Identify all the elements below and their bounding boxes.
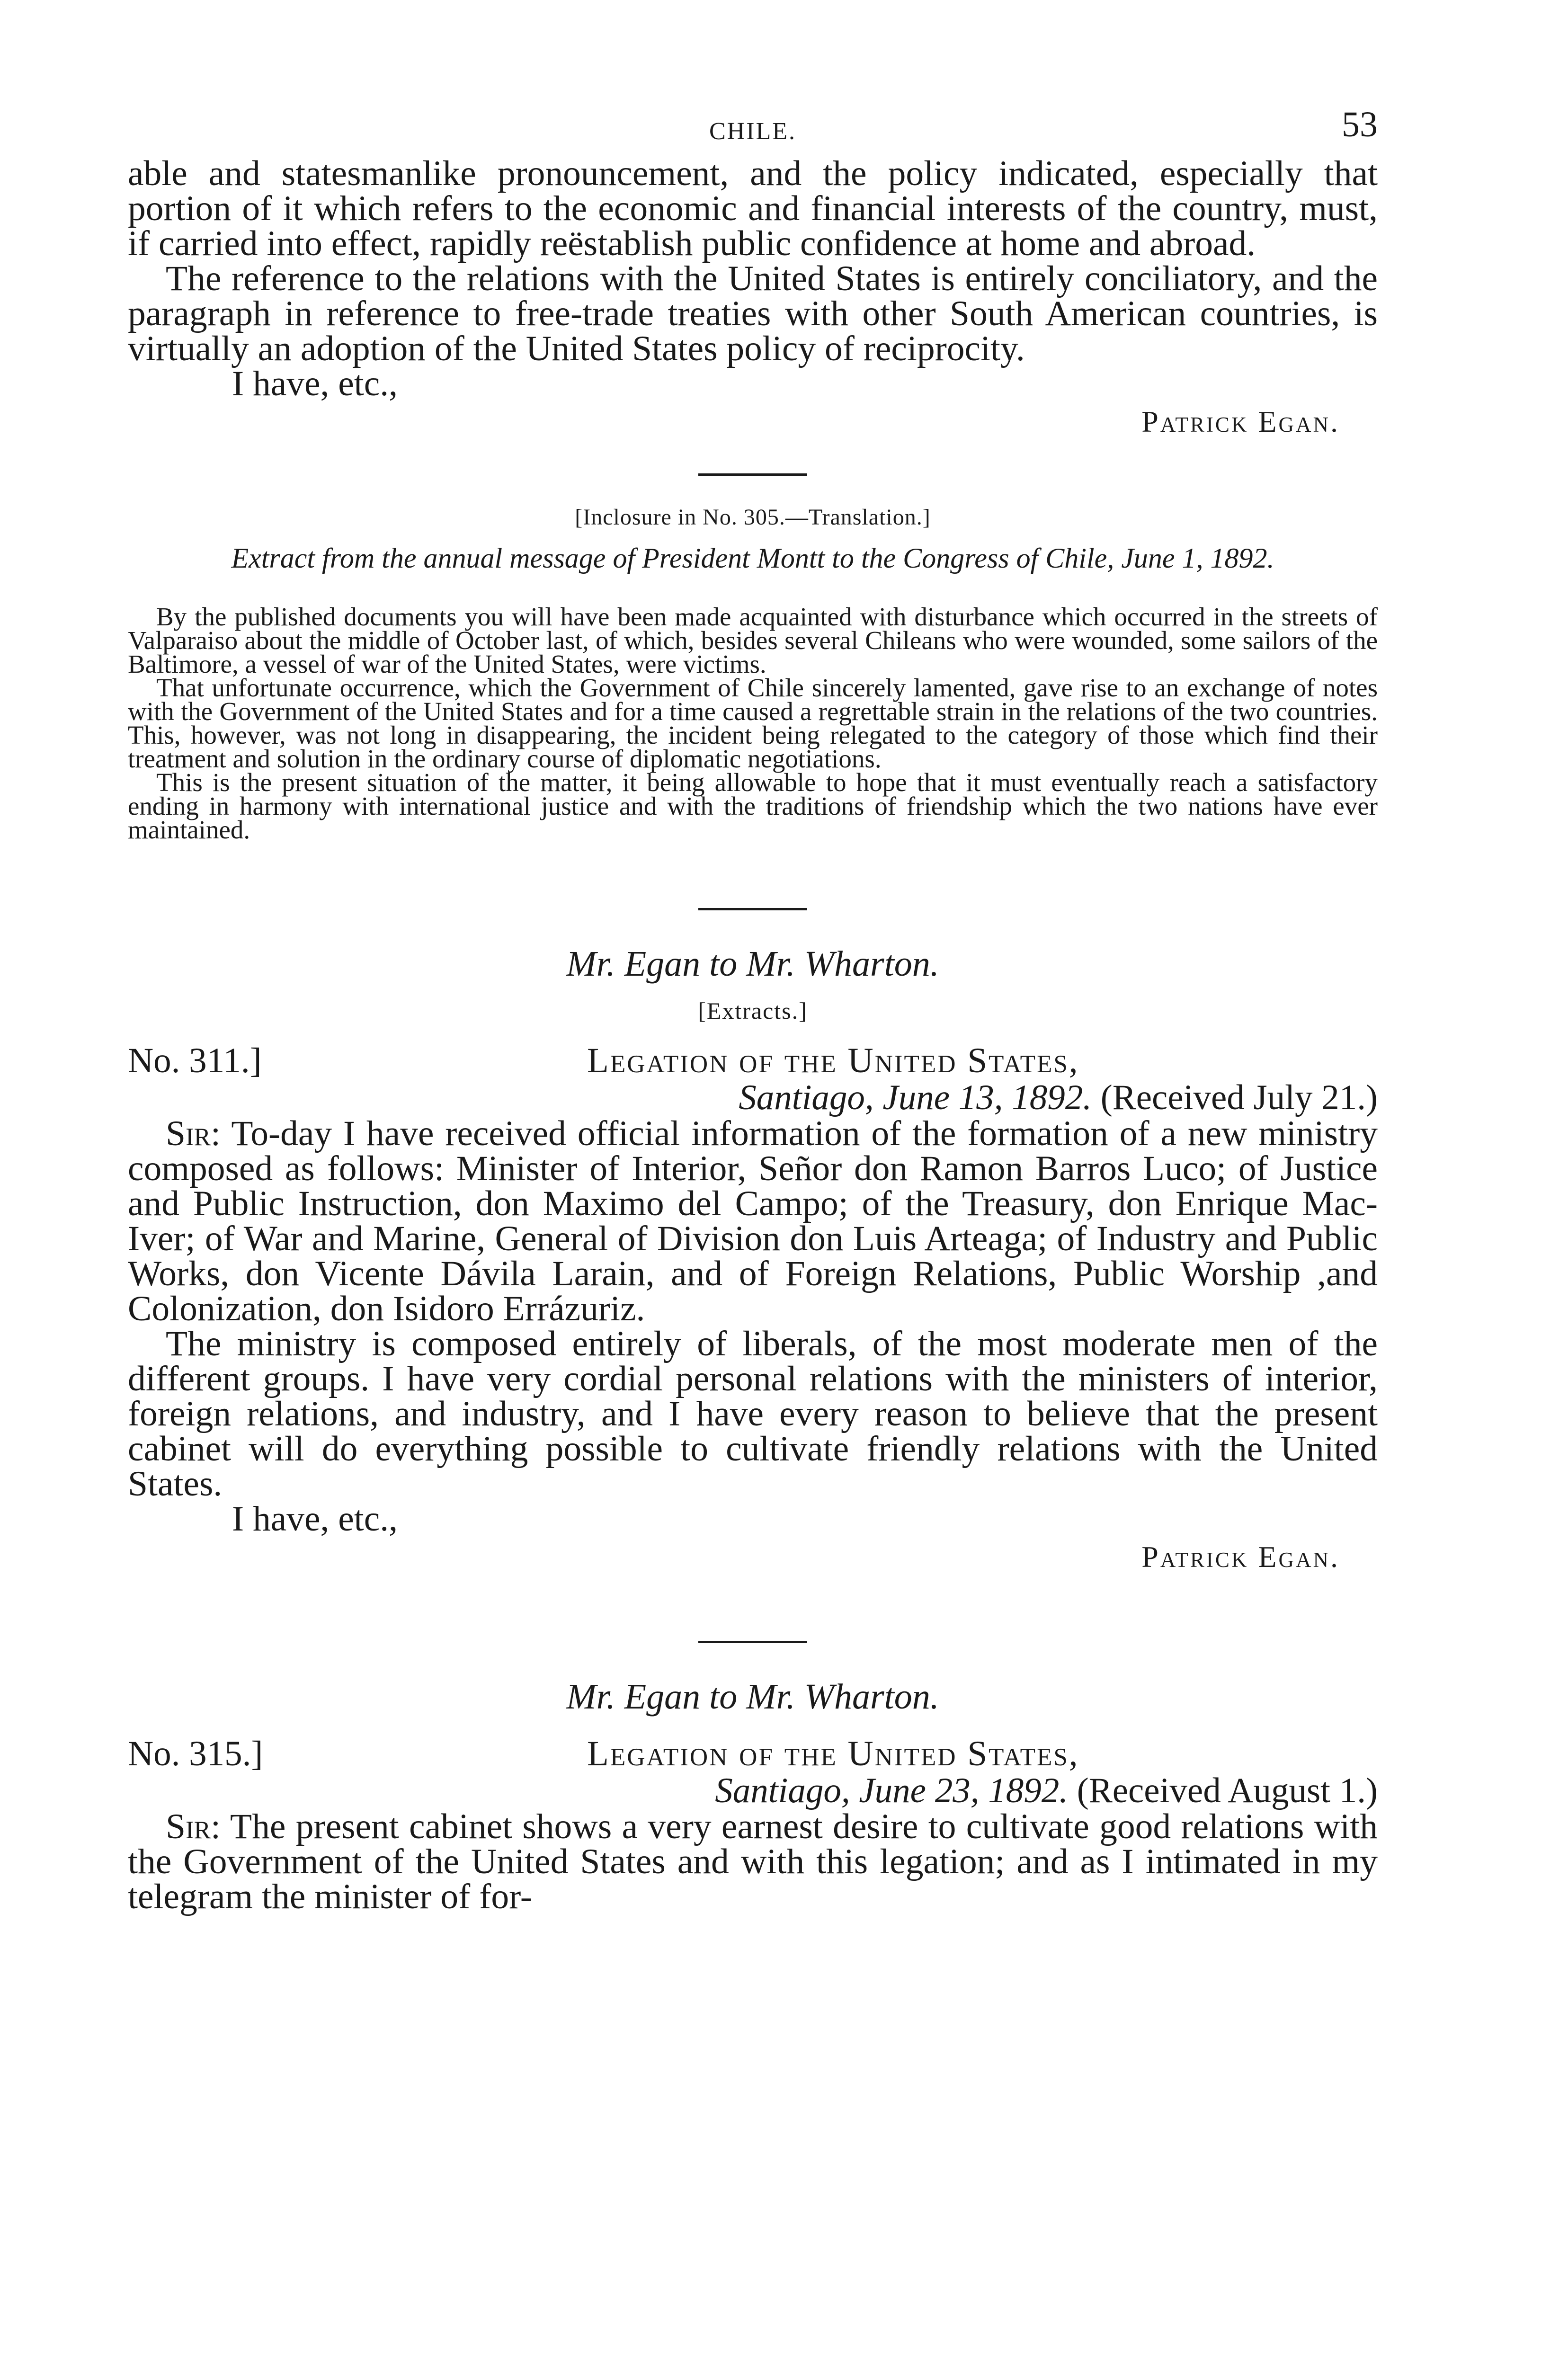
paragraph bbox=[128, 1116, 1378, 1326]
salutation: Sir bbox=[166, 1114, 211, 1153]
place-date bbox=[739, 1077, 1378, 1118]
divider bbox=[698, 908, 807, 910]
paragraph: The reference to the relations with the United States is entirely conciliatory, and the paragraph in reference to free-trade treaties with other South American countries, is virtually an adoption of the United States policy of reciprocity. bbox=[128, 259, 1378, 368]
paragraph-text: : To-day I have received official information of the formation of a new ministry composed as follows: Minister of Interior, Señor don Ramon Barros Luco; of Justice and Public Instruction, don Maximo del Campo; of the Treasury, don Enrique Mac-Iver; of War and Marine, General of Division don Luis Arteaga; of Industry and Public Works, don Vicente Dávila Larain, and of Foreign Relations, Public Worship ,and Colonization, don Isidoro Errázuriz. bbox=[128, 1114, 1378, 1328]
place-date bbox=[715, 1771, 1378, 1811]
page-number: 53 bbox=[1342, 105, 1378, 144]
letter-title: Mr. Egan to Mr. Wharton. bbox=[566, 944, 939, 984]
extracts-note: [Extracts.] bbox=[698, 997, 808, 1024]
paragraph: The ministry is composed entirely of liberals, of the most moderate men of the different groups. I have very cordial personal relations with the ministers of interior, foreign relations, and industry, and I have every reason to believe that the present cabinet will do everything possible to cultivate friendly relations with the United States. bbox=[128, 1324, 1378, 1504]
letter-title: Mr. Egan to Mr. Wharton. bbox=[566, 1677, 939, 1717]
extract-title: Extract from the annual message of President Montt to the Congress of Chile, June 1, 1892. bbox=[231, 543, 1274, 574]
extract-paragraph: This is the present situation of the matter, it being allowable to hope that it must eventually reach a satisfactory ending in harmony with international justice and with the traditions of friendship which the two nations have ever maintained. bbox=[128, 768, 1378, 844]
dispatch-number: No. 311.] bbox=[128, 1041, 262, 1080]
place-date-text: Santiago, June 13, 1892. bbox=[739, 1078, 1092, 1117]
extract-paragraph: By the published documents you will have been made acquainted with disturbance which occurred in the streets of Valparaiso about the middle of October last, of which, besides several Chileans who were wounded, some sailors of the Baltimore, a vessel of war of the United States, were victims. bbox=[128, 602, 1378, 678]
received-date: (Received July 21.) bbox=[1100, 1078, 1378, 1117]
closing: I have, etc., bbox=[232, 364, 398, 403]
page-header bbox=[128, 104, 1378, 156]
signature: Patrick Egan. bbox=[1141, 405, 1340, 438]
document-page bbox=[128, 104, 1378, 1914]
paragraph bbox=[128, 1809, 1378, 1914]
paragraph-text: : The present cabinet shows a very earnest desire to cultivate good relations with the Government of the United States and with this legation; and as I intimated in my telegram the minister of for- bbox=[128, 1807, 1378, 1916]
extract-body bbox=[128, 602, 1378, 844]
salutation: Sir bbox=[166, 1807, 211, 1846]
received-date: (Received August 1.) bbox=[1077, 1771, 1378, 1810]
letter-dateline bbox=[128, 1734, 1378, 1809]
dispatch-number: No. 315.] bbox=[128, 1734, 263, 1773]
place-date-text: Santiago, June 23, 1892. bbox=[715, 1771, 1068, 1810]
closing: I have, etc., bbox=[232, 1499, 398, 1539]
letter-dateline bbox=[128, 1041, 1378, 1116]
paragraph: able and statesmanlike pronouncement, and the policy indicated, especially that portion of it which refers to the economic and financial interests of the country, must, if carried into effect, rapidly reëstablish public confidence at home and abroad. bbox=[128, 154, 1378, 263]
divider bbox=[698, 473, 807, 476]
legation-heading: Legation of the United States, bbox=[587, 1041, 1079, 1080]
divider bbox=[698, 1641, 807, 1643]
inclosure-note: [Inclosure in No. 305.—Translation.] bbox=[575, 505, 931, 530]
legation-heading: Legation of the United States, bbox=[587, 1734, 1079, 1773]
signature: Patrick Egan. bbox=[1141, 1540, 1340, 1574]
running-head: CHILE. bbox=[709, 118, 797, 145]
extract-paragraph: That unfortunate occurrence, which the Government of Chile sincerely lamented, gave rise to an exchange of notes with the Government of the United States and for a time caused a regrettable strain in the relations of the two countries. This, however, was not long in disappearing, the incident being relegated to the category of those which find their treatment and solution in the ordinary course of diplomatic negotiations. bbox=[128, 673, 1378, 773]
